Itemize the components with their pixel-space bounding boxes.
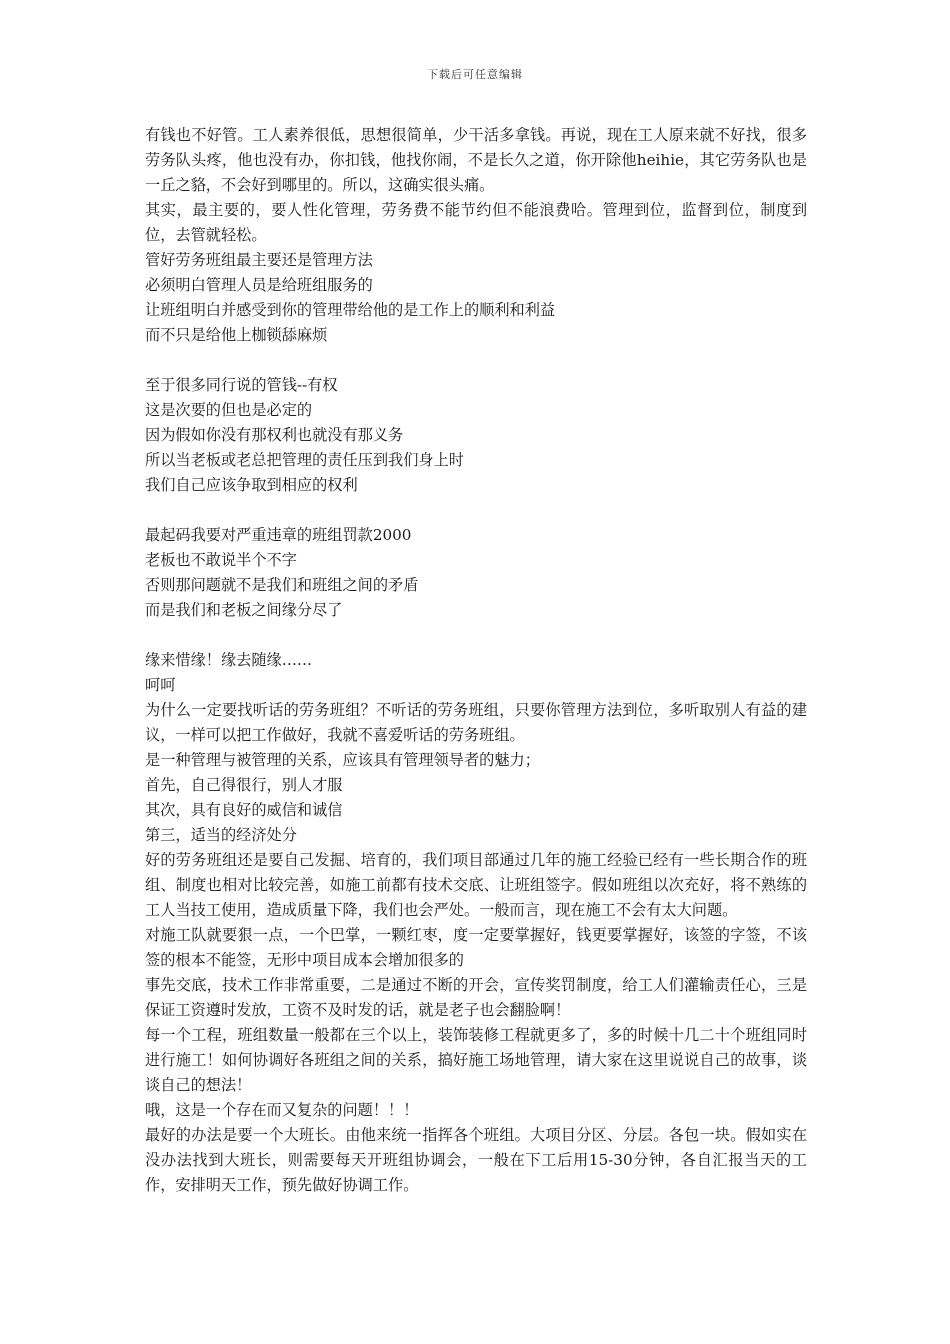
paragraph: 第三，适当的经济处分 bbox=[145, 826, 297, 844]
paragraph: 哦，这是一个存在而又复杂的问题！！！ bbox=[145, 1101, 419, 1119]
paragraph: 而不只是给他上枷锁舔麻烦 bbox=[145, 326, 328, 344]
paragraph: 让班组明白并感受到你的管理带给他的是工作上的顺利和利益 bbox=[145, 301, 556, 319]
paragraph: 至于很多同行说的管钱--有权 bbox=[145, 376, 338, 394]
paragraph: 好的劳务班组还是要自己发掘、培育的，我们项目部通过几年的施工经验已经有一些长期合作的班组、制度也相对比较完善，如施工前都有技术交底、让班组签字。假如班组以次充好，将不熟练的工人当技工使用，造成质量下降，我们也会严处。一般而言，现在施工不会有太大问题。 bbox=[145, 851, 807, 919]
blank-line bbox=[145, 498, 807, 523]
paragraph: 其次，具有良好的威信和诚信 bbox=[145, 801, 343, 819]
page-header: 下载后可任意编辑 bbox=[427, 68, 523, 81]
document-body bbox=[145, 123, 807, 1198]
paragraph: 为什么一定要找听话的劳务班组？不听话的劳务班组，只要你管理方法到位，多听取别人有益的建议，一样可以把工作做好，我就不喜爱听话的劳务班组。 bbox=[145, 701, 807, 744]
paragraph: 其实，最主要的，要人性化管理，劳务费不能节约但不能浪费哈。管理到位，监督到位，制度到位，去管就轻松。 bbox=[145, 201, 807, 244]
paragraph: 这是次要的但也是必定的 bbox=[145, 401, 313, 419]
paragraph: 首先，自己得很行，别人才服 bbox=[145, 776, 343, 794]
blank-line bbox=[145, 623, 807, 648]
paragraph: 老板也不敢说半个不字 bbox=[145, 551, 297, 569]
paragraph: 否则那问题就不是我们和班组之间的矛盾 bbox=[145, 576, 419, 594]
paragraph: 事先交底，技术工作非常重要，二是通过不断的开会，宣传奖罚制度，给工人们灌输责任心，三是保证工资遵时发放，工资不及时发的话，就是老子也会翻脸啊！ bbox=[145, 976, 807, 1019]
paragraph: 每一个工程，班组数量一般都在三个以上，装饰装修工程就更多了，多的时候十几二十个班组同时进行施工！如何协调好各班组之间的关系，搞好施工场地管理，请大家在这里说说自己的故事，谈谈自己的想法！ bbox=[145, 1026, 807, 1094]
blank-line bbox=[145, 348, 807, 373]
paragraph: 呵呵 bbox=[145, 676, 176, 694]
paragraph: 而是我们和老板之间缘分尽了 bbox=[145, 601, 343, 619]
paragraph: 有钱也不好管。工人素养很低，思想很简单，少干活多拿钱。再说，现在工人原来就不好找，很多劳务队头疼，他也没有办，你扣钱，他找你闹，不是长久之道，你开除他heihie，其它劳务队也是一丘之貉，不会好到哪里的。所以，这确实很头痛。 bbox=[145, 126, 807, 194]
paragraph: 必须明白管理人员是给班组服务的 bbox=[145, 276, 373, 294]
paragraph: 对施工队就要狠一点，一个巴掌，一颗红枣，度一定要掌握好，钱更要掌握好，该签的字签，不该签的根本不能签，无形中项目成本会增加很多的 bbox=[145, 926, 807, 969]
paragraph: 管好劳务班组最主要还是管理方法 bbox=[145, 251, 373, 269]
paragraph: 因为假如你没有那权利也就没有那义务 bbox=[145, 426, 404, 444]
paragraph: 最起码我要对严重违章的班组罚款2000 bbox=[145, 526, 412, 544]
paragraph: 所以当老板或老总把管理的责任压到我们身上时 bbox=[145, 451, 464, 469]
paragraph: 缘来惜缘！缘去随缘…… bbox=[145, 651, 313, 669]
paragraph: 最好的办法是要一个大班长。由他来统一指挥各个班组。大项目分区、分层。各包一块。假如实在没办法找到大班长，则需要每天开班组协调会，一般在下工后用15-30分钟，各自汇报当天的工作，安排明天工作，预先做好协调工作。 bbox=[145, 1126, 807, 1194]
paragraph: 我们自己应该争取到相应的权利 bbox=[145, 476, 358, 494]
paragraph: 是一种管理与被管理的关系，应该具有管理领导者的魅力； bbox=[145, 751, 540, 769]
